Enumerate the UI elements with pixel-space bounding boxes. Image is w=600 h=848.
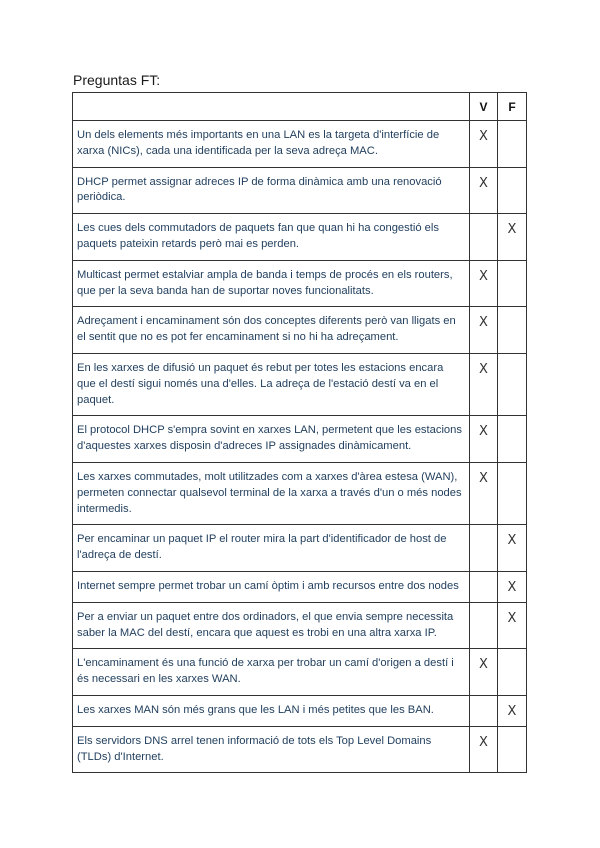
table-row [73, 307, 527, 354]
true-mark-cell[interactable] [470, 695, 498, 726]
false-mark-cell[interactable] [498, 602, 527, 649]
question-text: Per a enviar un paquet entre dos ordinadors, el que envia sempre necessita saber la MAC del destí, encara que aquest es trobi en una altra xarxa IP. [73, 602, 470, 649]
header-statement [73, 93, 470, 121]
false-mark-cell[interactable] [498, 462, 527, 524]
question-text: Per encaminar un paquet IP el router mira la part d'identificador de host de l'adreça de destí. [73, 525, 470, 572]
false-mark-cell[interactable] [498, 307, 527, 354]
table-header-row [73, 93, 527, 121]
false-mark-cell[interactable] [498, 167, 527, 214]
true-mark-cell[interactable] [470, 121, 498, 168]
false-mark-cell[interactable] [498, 121, 527, 168]
question-text: El protocol DHCP s'empra sovint en xarxes LAN, permetent que les estacions d'aquestes xarxes disposin d'adreces IP assignades dinàmicament. [73, 416, 470, 463]
x-mark: X [479, 657, 488, 673]
question-text: Multicast permet estalviar ampla de banda i temps de procés en els routers, que per la seva banda han de suportar noves funcionalitats. [73, 260, 470, 307]
true-mark-cell[interactable] [470, 602, 498, 649]
true-mark-cell[interactable] [470, 167, 498, 214]
x-mark: X [479, 315, 488, 331]
header-false: F [498, 93, 527, 121]
x-mark: X [507, 533, 517, 549]
table-row [73, 695, 527, 726]
true-mark-cell[interactable] [470, 214, 498, 261]
question-text: DHCP permet assignar adreces IP de forma dinàmica amb una renovació periòdica. [73, 167, 470, 214]
x-mark: X [479, 268, 488, 284]
table-row [73, 602, 527, 649]
x-mark: X [479, 424, 488, 440]
false-mark-cell[interactable] [498, 416, 527, 463]
table-row [73, 167, 527, 214]
question-text: Internet sempre permet trobar un camí òptim i amb recursos entre dos nodes [73, 571, 470, 602]
table-row [73, 260, 527, 307]
true-mark-cell[interactable] [470, 307, 498, 354]
true-mark-cell[interactable] [470, 571, 498, 602]
question-text: Adreçament i encaminament són dos conceptes diferents però van lligats en el sentit que no es pot fer encaminament si no hi ha adreçament. [73, 307, 470, 354]
question-text: En les xarxes de difusió un paquet és rebut per totes les estacions encara que el destí sigui només una d'elles. La adreça de l'estació destí va en el paquet. [73, 353, 470, 415]
x-mark: X [479, 734, 488, 750]
x-mark: X [507, 222, 517, 238]
false-mark-cell[interactable] [498, 695, 527, 726]
true-mark-cell[interactable] [470, 525, 498, 572]
true-mark-cell[interactable] [470, 649, 498, 696]
false-mark-cell[interactable] [498, 260, 527, 307]
false-mark-cell[interactable] [498, 353, 527, 415]
table-row [73, 214, 527, 261]
false-mark-cell[interactable] [498, 649, 527, 696]
table-row [73, 121, 527, 168]
table-row [73, 649, 527, 696]
question-text: Les cues dels commutadors de paquets fan que quan hi ha congestió els paquets pateixin retards però mai es perden. [73, 214, 470, 261]
x-mark: X [479, 129, 488, 144]
true-mark-cell[interactable] [470, 726, 498, 773]
false-mark-cell[interactable] [498, 214, 527, 261]
page-title: Preguntas FT: [73, 72, 161, 88]
question-text: Les xarxes MAN són més grans que les LAN i més petites que les BAN. [73, 695, 470, 726]
x-mark: X [507, 579, 517, 595]
question-text: Les xarxes commutades, molt utilitzades com a xarxes d'àrea estesa (WAN), permeten connectar qualsevol terminal de la xarxa a través d'un o més nodes intermedis. [73, 462, 470, 524]
x-mark: X [479, 175, 488, 191]
true-mark-cell[interactable] [470, 416, 498, 463]
question-text: L'encaminament és una funció de xarxa per trobar un camí d'origen a destí i és necessari en les xarxes WAN. [73, 649, 470, 696]
table-row [73, 726, 527, 773]
false-mark-cell[interactable] [498, 525, 527, 572]
false-mark-cell[interactable] [498, 571, 527, 602]
question-text: Un dels elements més importants en una LAN es la targeta d'interfície de xarxa (NICs), cada una identificada per la seva adreça MAC. [73, 121, 470, 168]
table-row [73, 353, 527, 415]
false-mark-cell[interactable] [498, 726, 527, 773]
x-mark: X [479, 470, 488, 486]
true-mark-cell[interactable] [470, 462, 498, 524]
true-false-table [72, 92, 527, 773]
header-true: V [470, 93, 498, 121]
x-mark: X [507, 703, 517, 719]
table-row [73, 416, 527, 463]
true-mark-cell[interactable] [470, 353, 498, 415]
x-mark: X [507, 610, 517, 626]
table-row [73, 571, 527, 602]
question-text: Els servidors DNS arrel tenen informació de tots els Top Level Domains (TLDs) d'Internet. [73, 726, 470, 773]
table-row [73, 525, 527, 572]
true-mark-cell[interactable] [470, 260, 498, 307]
table-row [73, 462, 527, 524]
x-mark: X [479, 361, 488, 377]
